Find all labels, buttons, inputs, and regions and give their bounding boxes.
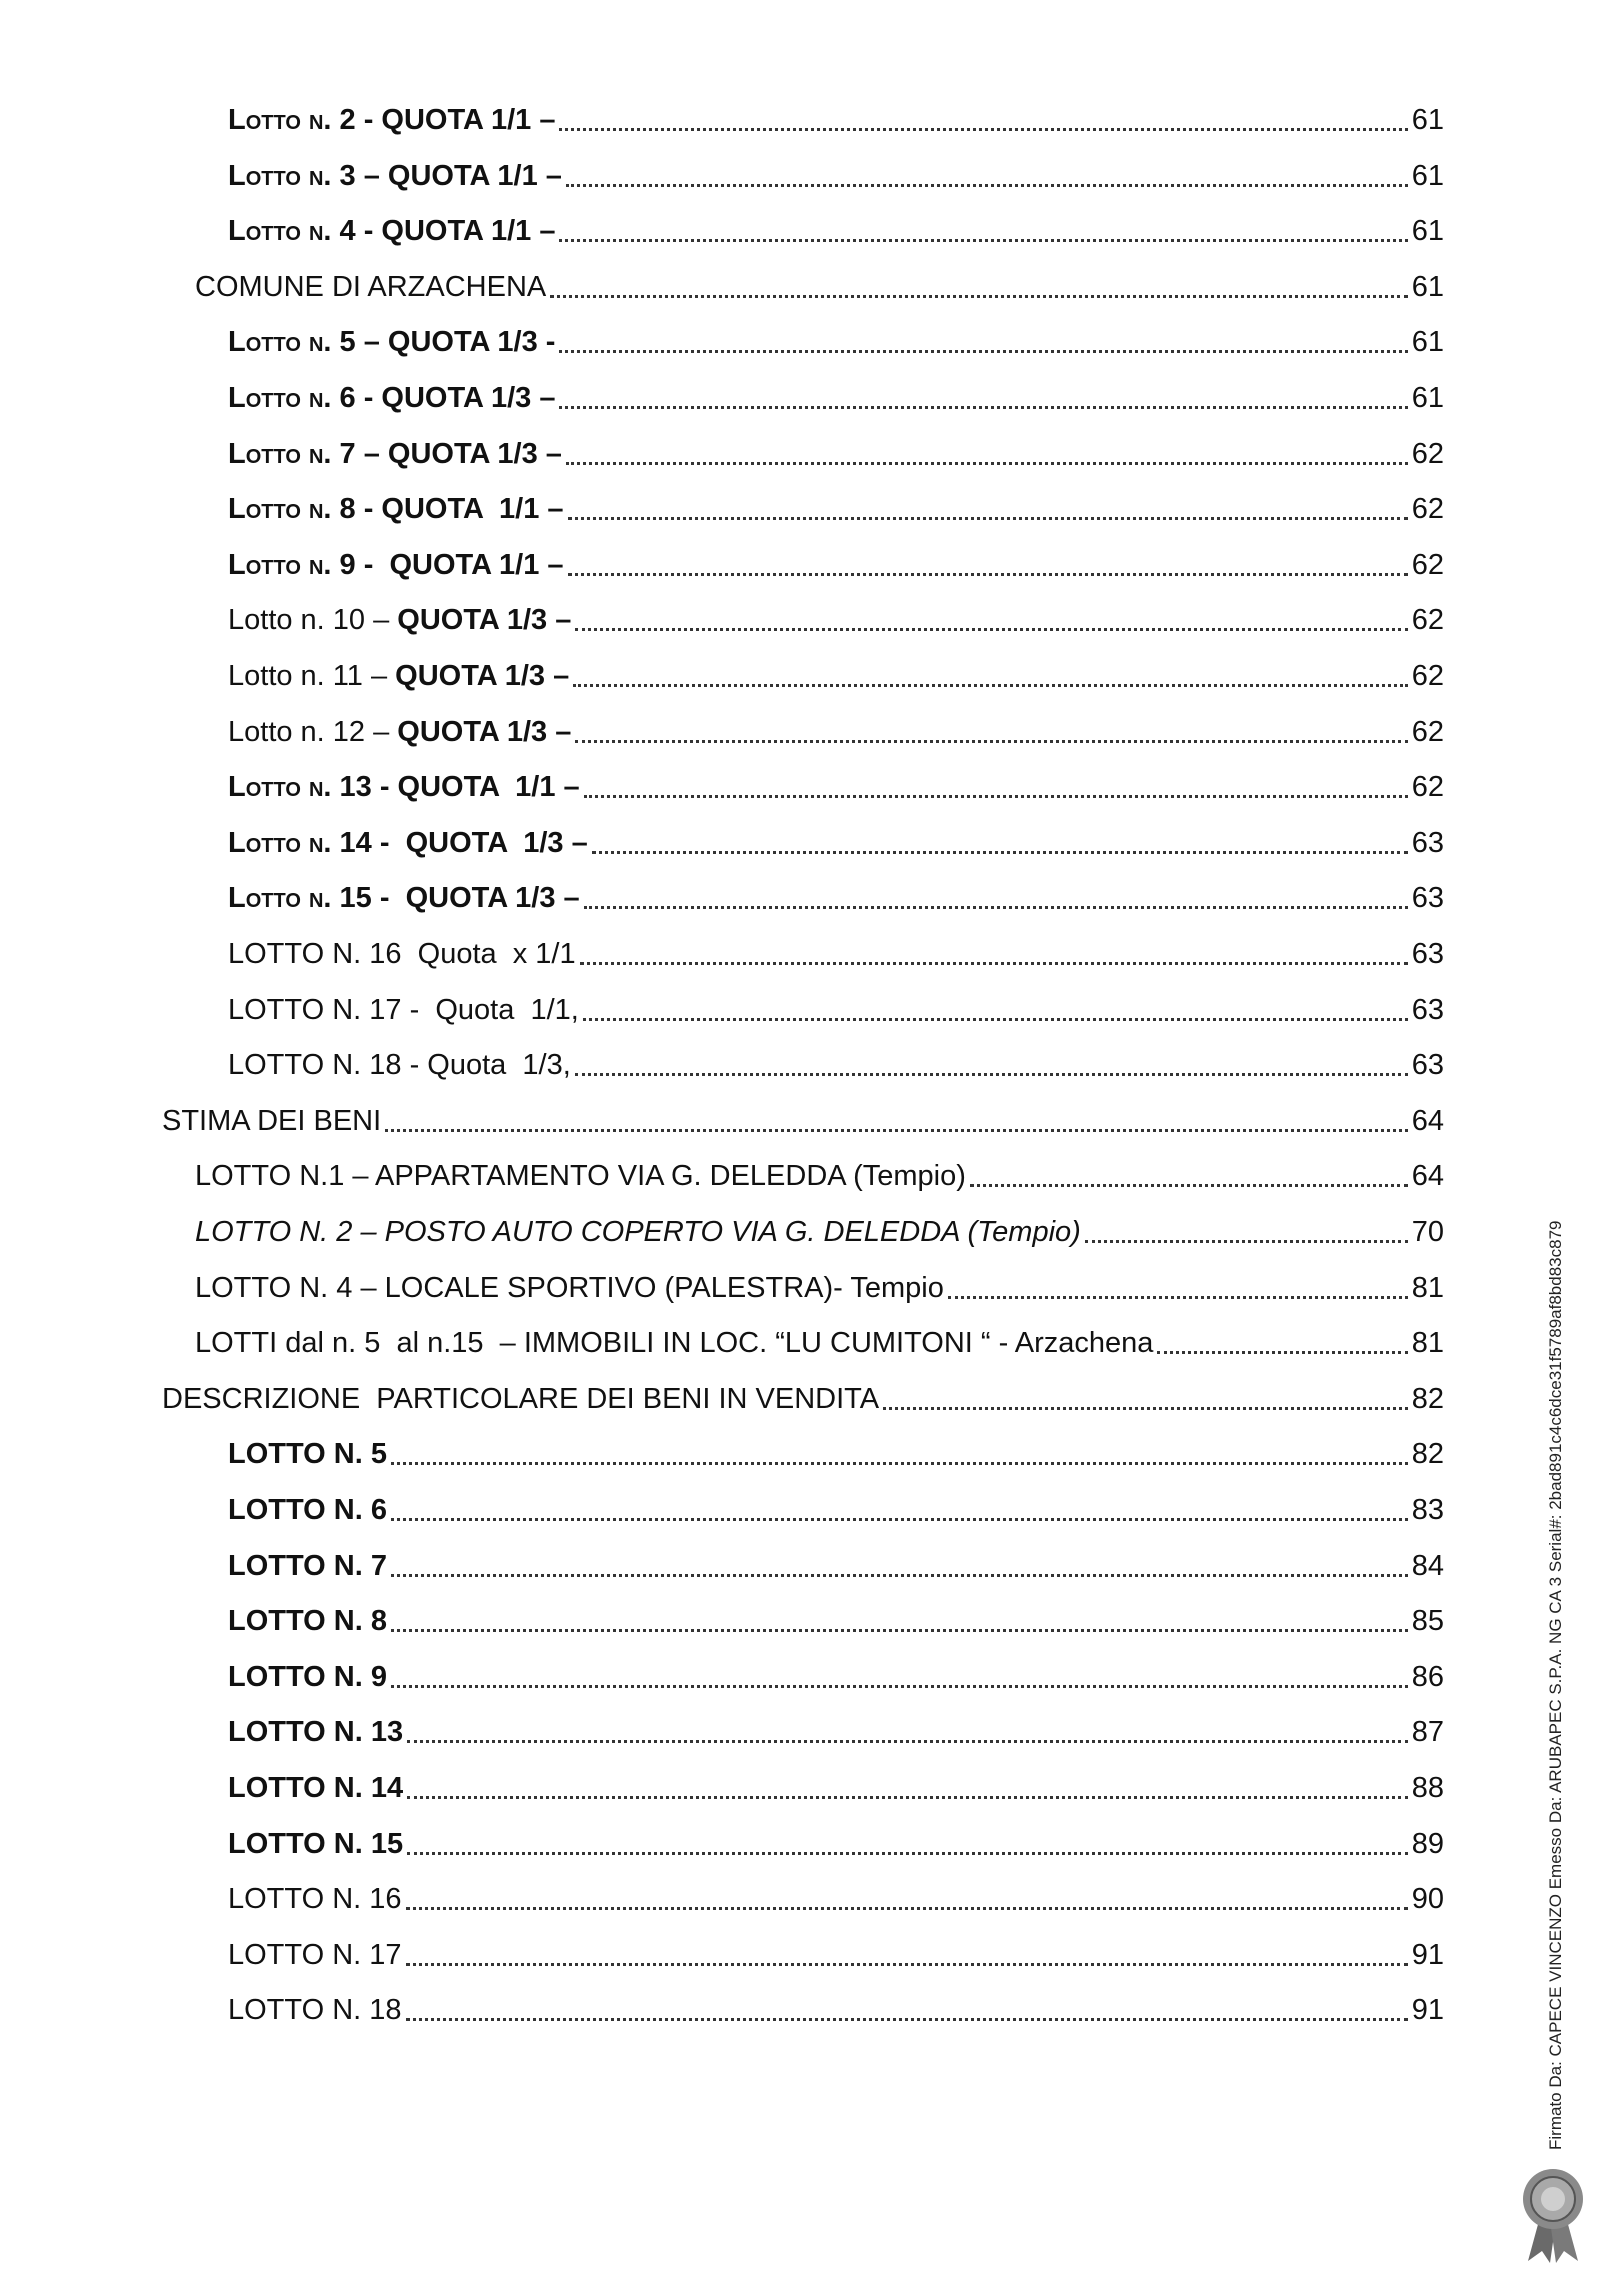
toc-page-number: 63 — [1411, 938, 1444, 970]
toc-leader-dots — [575, 628, 1407, 631]
toc-entry — [228, 1988, 1444, 2032]
toc-page-number: 62 — [1411, 715, 1444, 748]
toc-page-number: 91 — [1411, 1994, 1444, 2027]
toc-entry-label: LOTTO N. 18 - Quota 1/3, — [228, 1049, 571, 1082]
toc-page-number: 63 — [1411, 826, 1444, 859]
toc-entry-label: LOTTO N. 16 Quota x 1/1 — [228, 938, 576, 970]
toc-page-number: 87 — [1411, 1716, 1444, 1749]
toc-entry — [228, 1710, 1444, 1754]
toc-entry-label: Lotto n. 5 – QUOTA 1/3 - — [228, 326, 556, 359]
toc-leader-dots — [391, 1462, 1408, 1465]
toc-entry-label: Lotto n. 6 - QUOTA 1/3 – — [228, 382, 556, 414]
toc-leader-dots — [575, 740, 1407, 743]
toc-entry — [228, 1933, 1444, 1977]
toc-entry — [228, 1766, 1444, 1810]
toc-page-number: 61 — [1411, 104, 1444, 136]
toc-page-number: 63 — [1411, 993, 1444, 1026]
toc-leader-dots — [575, 1073, 1408, 1076]
toc-page-number: 61 — [1411, 326, 1444, 359]
toc-page-number: 81 — [1411, 1327, 1444, 1360]
toc-leader-dots — [559, 128, 1407, 131]
toc-leader-dots — [559, 350, 1407, 353]
toc-page-number: 82 — [1411, 1438, 1444, 1471]
toc-entry — [195, 1321, 1444, 1365]
toc-leader-dots — [948, 1296, 1408, 1299]
toc-page-number: 61 — [1411, 215, 1444, 248]
toc-entry-label: DESCRIZIONE PARTICOLARE DEI BENI IN VENDITA — [162, 1382, 880, 1415]
toc-leader-dots — [391, 1574, 1408, 1577]
toc-entry — [228, 1488, 1444, 1532]
toc-entry — [228, 598, 1444, 642]
toc-page-number: 62 — [1411, 437, 1444, 470]
toc-entry-label: LOTTO N.1 – APPARTAMENTO VIA G. DELEDDA (Tempio) — [195, 1160, 966, 1193]
toc-entry-label: LOTTO N. 17 - Quota 1/1, — [228, 993, 579, 1026]
toc-entry — [228, 432, 1444, 476]
toc-entry — [228, 320, 1444, 364]
toc-entry — [195, 1154, 1444, 1198]
toc-entry — [195, 265, 1444, 309]
toc-entry-label: LOTTO N. 6 — [228, 1494, 387, 1526]
toc-leader-dots — [391, 1685, 1408, 1688]
toc-page-number: 64 — [1411, 1104, 1444, 1137]
toc-leader-dots — [566, 184, 1408, 187]
toc-leader-dots — [385, 1129, 1408, 1132]
toc-entry-label: LOTTO N. 16 — [228, 1883, 402, 1916]
toc-entry-label: Lotto n. 12 – QUOTA 1/3 – — [228, 715, 572, 748]
toc-leader-dots — [1085, 1240, 1408, 1243]
digital-signature-text: Firmato Da: CAPECE VINCENZO Emesso Da: ARUBAPEC S.P.A. NG CA 3 Serial#: 2bad891c4c6dce31f5789af8bd83c879 — [1546, 1220, 1565, 2150]
toc-entry — [228, 932, 1444, 976]
toc-entry — [228, 1432, 1444, 1476]
toc-page-number: 90 — [1411, 1883, 1444, 1916]
toc-leader-dots — [550, 295, 1407, 298]
toc-page-number: 61 — [1411, 270, 1444, 303]
toc-page-number: 91 — [1411, 1938, 1444, 1971]
toc-entry-label: Lotto n. 10 – QUOTA 1/3 – — [228, 604, 572, 637]
toc-page-number: 62 — [1411, 660, 1444, 692]
toc-entry-label: LOTTO N. 8 — [228, 1605, 387, 1638]
certification-seal-icon — [1520, 2165, 1586, 2265]
toc-leader-dots — [559, 239, 1407, 242]
toc-entry-label: LOTTO N. 14 — [228, 1772, 404, 1804]
toc-page-number: 70 — [1411, 1216, 1444, 1248]
toc-page-number: 83 — [1411, 1494, 1444, 1526]
toc-entry-label: LOTTO N. 18 — [228, 1994, 402, 2027]
toc-page-number: 63 — [1411, 882, 1444, 915]
toc-entry-label: STIMA DEI BENI — [162, 1104, 382, 1137]
toc-entry-label: LOTTO N. 17 — [228, 1938, 402, 1971]
toc-entry-label: Lotto n. 14 - QUOTA 1/3 – — [228, 826, 588, 859]
toc-entry — [228, 209, 1444, 253]
toc-entry-label: Lotto n. 4 - QUOTA 1/1 – — [228, 215, 556, 248]
toc-entry-label: COMUNE DI ARZACHENA — [195, 270, 547, 303]
toc-entry — [195, 1210, 1444, 1254]
toc-leader-dots — [406, 1907, 1408, 1910]
toc-leader-dots — [584, 906, 1408, 909]
toc-leader-dots — [407, 1852, 1408, 1855]
toc-leader-dots — [406, 2018, 1408, 2021]
toc-leader-dots — [406, 1963, 1408, 1966]
toc-entry — [228, 1599, 1444, 1643]
toc-entry — [195, 1266, 1444, 1310]
toc-leader-dots — [573, 684, 1408, 687]
toc-page-number: 85 — [1411, 1605, 1444, 1638]
toc-entry-label: Lotto n. 7 – QUOTA 1/3 – — [228, 437, 562, 470]
toc-entry-label: Lotto n. 8 - QUOTA 1/1 – — [228, 493, 564, 526]
toc-entry-label: LOTTO N. 4 – LOCALE SPORTIVO (PALESTRA)- Tempio — [195, 1271, 944, 1304]
toc-entry-label: LOTTO N. 13 — [228, 1716, 404, 1749]
toc-page-number: 88 — [1411, 1772, 1444, 1804]
toc-leader-dots — [568, 517, 1408, 520]
toc-entry — [228, 98, 1444, 142]
toc-leader-dots — [391, 1518, 1408, 1521]
toc-entry-label: Lotto n. 2 - QUOTA 1/1 – — [228, 104, 556, 136]
toc-entry — [228, 765, 1444, 809]
toc-entry — [228, 1822, 1444, 1866]
toc-entry-label: LOTTI dal n. 5 al n.15 – IMMOBILI IN LOC. “LU CUMITONI “ - Arzachena — [195, 1327, 1154, 1360]
toc-entry — [162, 1099, 1444, 1143]
toc-leader-dots — [568, 573, 1408, 576]
toc-page-number: 62 — [1411, 604, 1444, 637]
toc-leader-dots — [566, 462, 1408, 465]
toc-entry — [228, 154, 1444, 198]
toc-entry — [228, 1043, 1444, 1087]
toc-entry — [162, 1377, 1444, 1421]
toc-page-number: 62 — [1411, 548, 1444, 581]
toc-leader-dots — [407, 1740, 1408, 1743]
toc-leader-dots — [559, 406, 1407, 409]
toc-entry — [228, 543, 1444, 587]
toc-entry-label: Lotto n. 3 – QUOTA 1/1 – — [228, 159, 562, 192]
toc-page-number: 64 — [1411, 1160, 1444, 1193]
toc-page-number: 63 — [1411, 1049, 1444, 1082]
toc-page-number: 62 — [1411, 493, 1444, 526]
toc-entry — [228, 376, 1444, 420]
toc-page-number: 82 — [1411, 1382, 1444, 1415]
toc-leader-dots — [580, 962, 1408, 965]
toc-entry-label: Lotto n. 9 - QUOTA 1/1 – — [228, 548, 564, 581]
toc-entry — [228, 710, 1444, 754]
toc-page-number: 62 — [1411, 771, 1444, 804]
toc-leader-dots — [1157, 1351, 1407, 1354]
toc-entry — [228, 654, 1444, 698]
toc-page-number: 81 — [1411, 1271, 1444, 1304]
toc-entry-label: Lotto n. 11 – QUOTA 1/3 – — [228, 660, 570, 692]
toc-entry — [228, 1877, 1444, 1921]
toc-entry-label: LOTTO N. 5 — [228, 1438, 387, 1471]
toc-entry — [228, 988, 1444, 1032]
toc-page-number: 61 — [1411, 159, 1444, 192]
toc-entry-label: LOTTO N. 7 — [228, 1549, 387, 1582]
toc-entry — [228, 876, 1444, 920]
toc-entry-label: LOTTO N. 2 – POSTO AUTO COPERTO VIA G. DELEDDA (Tempio) — [195, 1216, 1081, 1248]
toc-entry-label: Lotto n. 13 - QUOTA 1/1 – — [228, 771, 580, 804]
toc-entry-label: LOTTO N. 15 — [228, 1827, 404, 1860]
toc-leader-dots — [391, 1629, 1408, 1632]
toc-leader-dots — [583, 1018, 1408, 1021]
toc-entry — [228, 1655, 1444, 1699]
toc-leader-dots — [883, 1407, 1408, 1410]
toc-entry — [228, 821, 1444, 865]
toc-leader-dots — [592, 851, 1408, 854]
toc-entry — [228, 1544, 1444, 1588]
toc-leader-dots — [584, 795, 1408, 798]
toc-page-number: 61 — [1411, 382, 1444, 414]
toc-leader-dots — [407, 1796, 1408, 1799]
toc-page-number: 86 — [1411, 1660, 1444, 1693]
toc-leader-dots — [970, 1184, 1408, 1187]
toc-entry-label: LOTTO N. 9 — [228, 1660, 387, 1693]
toc-entry — [228, 487, 1444, 531]
toc-page-number: 89 — [1411, 1827, 1444, 1860]
toc-page-number: 84 — [1411, 1549, 1444, 1582]
toc-entry-label: Lotto n. 15 - QUOTA 1/3 – — [228, 882, 580, 915]
